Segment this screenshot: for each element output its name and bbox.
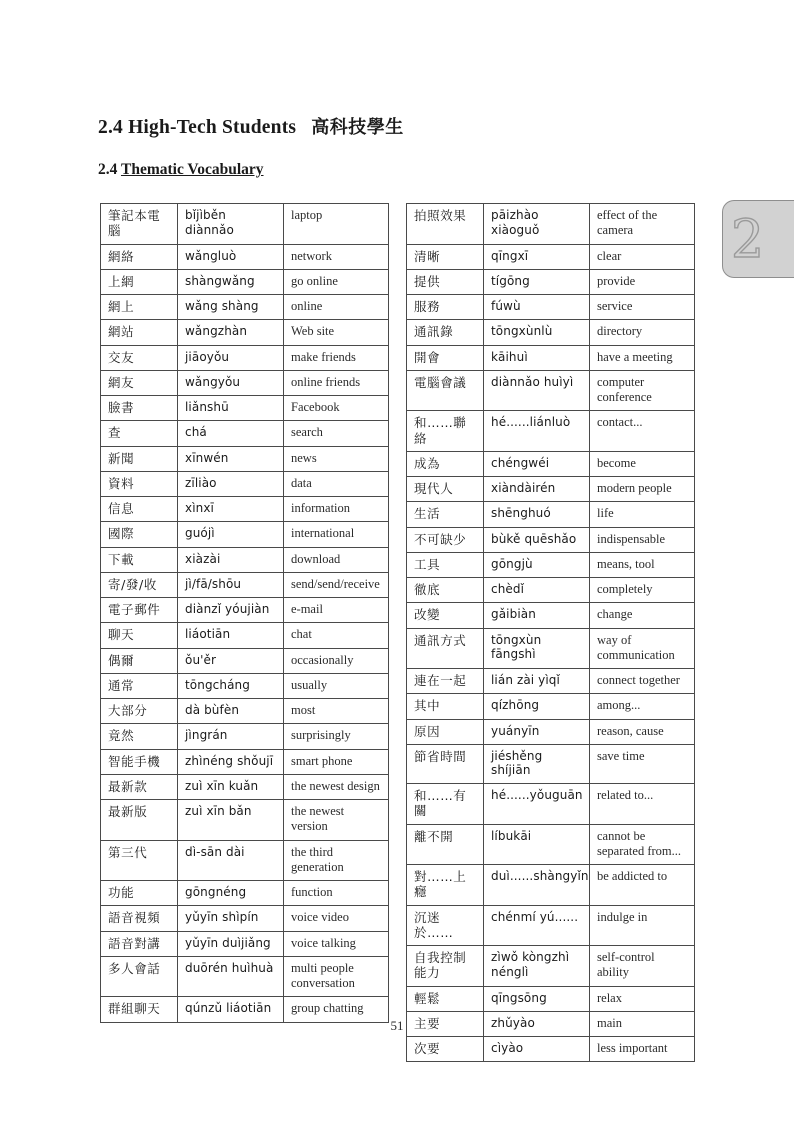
vocab-english: surprisingly <box>284 724 389 749</box>
vocab-english: cannot be separated from... <box>590 824 695 865</box>
vocab-english: international <box>284 522 389 547</box>
table-row <box>101 320 389 345</box>
vocab-hanzi: 網友 <box>101 370 178 395</box>
table-row <box>101 522 389 547</box>
vocab-hanzi: 通訊方式 <box>407 628 484 669</box>
vocab-hanzi: 清晰 <box>407 244 484 269</box>
vocab-english: completely <box>590 578 695 603</box>
vocab-english: the third generation <box>284 840 389 881</box>
vocab-hanzi: 沉迷於…… <box>407 905 484 946</box>
table-row <box>101 931 389 956</box>
vocab-pinyin: bǐjìběn diànnǎo <box>178 204 284 245</box>
table-row <box>101 446 389 471</box>
vocab-pinyin: jì/fā/shōu <box>178 572 284 597</box>
vocab-english: most <box>284 699 389 724</box>
vocab-english: the newest version <box>284 800 389 841</box>
vocab-english: occasionally <box>284 648 389 673</box>
vocab-english: connect together <box>590 669 695 694</box>
vocab-english: modern people <box>590 477 695 502</box>
vocab-pinyin: tōngxùnlù <box>484 320 590 345</box>
vocab-hanzi: 不可缺少 <box>407 527 484 552</box>
vocab-english: save time <box>590 744 695 783</box>
vocab-english: service <box>590 295 695 320</box>
vocab-pinyin: tōngcháng <box>178 673 284 698</box>
vocab-hanzi: 拍照效果 <box>407 204 484 245</box>
vocab-hanzi: 多人會話 <box>101 956 178 997</box>
section-number: 2.4 <box>98 161 118 178</box>
vocab-pinyin: ǒu'ěr <box>178 648 284 673</box>
table-row <box>101 244 389 269</box>
table-row <box>407 552 695 577</box>
table-row <box>407 603 695 628</box>
vocab-hanzi: 和……有關 <box>407 784 484 825</box>
vocab-hanzi: 聊天 <box>101 623 178 648</box>
vocab-hanzi: 連在一起 <box>407 669 484 694</box>
vocab-pinyin: chéngwéi <box>484 451 590 476</box>
vocab-hanzi: 通常 <box>101 673 178 698</box>
table-row <box>407 986 695 1011</box>
vocab-hanzi: 竟然 <box>101 724 178 749</box>
vocab-hanzi: 信息 <box>101 497 178 522</box>
vocab-pinyin: zhìnéng shǒujī <box>178 749 284 774</box>
vocab-hanzi: 開會 <box>407 345 484 370</box>
vocab-english: function <box>284 881 389 906</box>
vocab-pinyin: wǎngluò <box>178 244 284 269</box>
vocab-pinyin: zīliào <box>178 471 284 496</box>
vocab-hanzi: 智能手機 <box>101 749 178 774</box>
page-title-number: 2.4 <box>98 117 123 138</box>
table-row <box>407 669 695 694</box>
vocab-pinyin: qízhōng <box>484 694 590 719</box>
vocab-english: go online <box>284 269 389 294</box>
vocab-english: have a meeting <box>590 345 695 370</box>
vocab-hanzi: 寄/發/收 <box>101 572 178 597</box>
table-row <box>101 881 389 906</box>
vocab-english: indispensable <box>590 527 695 552</box>
vocab-pinyin: liáotiān <box>178 623 284 648</box>
vocab-pinyin: xiàndàirén <box>484 477 590 502</box>
vocab-hanzi: 筆記本電腦 <box>101 204 178 245</box>
chapter-number: 2 <box>731 210 765 270</box>
vocab-pinyin: zìwǒ kòngzhì nénglì <box>484 946 590 987</box>
vocab-pinyin: tígōng <box>484 269 590 294</box>
vocab-english: computer conference <box>590 370 695 411</box>
vocab-english: usually <box>284 673 389 698</box>
vocab-pinyin: zuì xīn kuǎn <box>178 774 284 799</box>
vocab-pinyin: qúnzǔ liáotiān <box>178 997 284 1022</box>
table-row <box>407 824 695 865</box>
vocab-english: data <box>284 471 389 496</box>
table-row <box>407 865 695 906</box>
vocab-hanzi: 主要 <box>407 1011 484 1036</box>
table-row <box>407 411 695 452</box>
vocab-hanzi: 其中 <box>407 694 484 719</box>
table-row <box>407 269 695 294</box>
vocab-english: contact... <box>590 411 695 452</box>
vocab-english: related to... <box>590 784 695 825</box>
vocab-hanzi: 節省時間 <box>407 744 484 783</box>
vocab-pinyin: jiéshěng shíjiān <box>484 744 590 783</box>
vocab-pinyin: yuányīn <box>484 719 590 744</box>
vocab-hanzi: 語音對講 <box>101 931 178 956</box>
vocab-hanzi: 通訊錄 <box>407 320 484 345</box>
vocab-pinyin: zhǔyào <box>484 1011 590 1036</box>
vocab-hanzi: 最新款 <box>101 774 178 799</box>
table-row <box>101 269 389 294</box>
vocab-english: be addicted to <box>590 865 695 906</box>
vocab-pinyin: líbukāi <box>484 824 590 865</box>
table-row <box>407 744 695 783</box>
vocab-pinyin: lián zài yìqǐ <box>484 669 590 694</box>
table-row <box>407 527 695 552</box>
chapter-tab-marker <box>722 200 794 278</box>
vocab-hanzi: 和……聯絡 <box>407 411 484 452</box>
vocab-english: clear <box>590 244 695 269</box>
vocab-english: make friends <box>284 345 389 370</box>
vocab-pinyin: xiàzài <box>178 547 284 572</box>
vocab-pinyin: yǔyīn shìpín <box>178 906 284 931</box>
vocab-english: search <box>284 421 389 446</box>
vocab-english: send/send/receive <box>284 572 389 597</box>
table-row <box>101 497 389 522</box>
vocab-pinyin: duì......shàngyǐn <box>484 865 590 906</box>
table-row <box>101 547 389 572</box>
vocab-hanzi: 偶爾 <box>101 648 178 673</box>
vocab-english: online <box>284 295 389 320</box>
vocab-pinyin: dà bùfèn <box>178 699 284 724</box>
vocab-hanzi: 下載 <box>101 547 178 572</box>
table-row <box>101 906 389 931</box>
vocab-pinyin: chèdǐ <box>484 578 590 603</box>
vocab-pinyin: gōngjù <box>484 552 590 577</box>
table-row <box>407 784 695 825</box>
vocab-pinyin: zuì xīn bǎn <box>178 800 284 841</box>
table-row <box>407 244 695 269</box>
vocab-pinyin: fúwù <box>484 295 590 320</box>
page-number: 51 <box>390 1018 404 1033</box>
vocab-pinyin: wǎngzhàn <box>178 320 284 345</box>
table-row <box>407 1037 695 1062</box>
vocab-pinyin: wǎng shàng <box>178 295 284 320</box>
vocab-hanzi: 群組聊天 <box>101 997 178 1022</box>
vocab-english: means, tool <box>590 552 695 577</box>
vocab-pinyin: jiāoyǒu <box>178 345 284 370</box>
vocab-hanzi: 查 <box>101 421 178 446</box>
table-row <box>407 694 695 719</box>
page-title-english: High-Tech Students <box>128 117 297 138</box>
vocab-english: main <box>590 1011 695 1036</box>
table-row <box>101 396 389 421</box>
vocab-pinyin: diànnǎo huìyì <box>484 370 590 411</box>
vocab-english: network <box>284 244 389 269</box>
section-label: Thematic Vocabulary <box>120 161 264 178</box>
vocab-hanzi: 提供 <box>407 269 484 294</box>
vocab-hanzi: 網站 <box>101 320 178 345</box>
vocab-pinyin: diànzǐ yóujiàn <box>178 598 284 623</box>
vocab-hanzi: 現代人 <box>407 477 484 502</box>
table-row <box>101 471 389 496</box>
table-row <box>101 724 389 749</box>
vocab-english: relax <box>590 986 695 1011</box>
vocab-hanzi: 原因 <box>407 719 484 744</box>
vocab-english: laptop <box>284 204 389 245</box>
vocab-english: Web site <box>284 320 389 345</box>
vocab-pinyin: tōngxùn fāngshì <box>484 628 590 669</box>
vocab-pinyin: bùkě quēshǎo <box>484 527 590 552</box>
vocab-pinyin: chénmí yú...... <box>484 905 590 946</box>
vocab-hanzi: 語音視頻 <box>101 906 178 931</box>
page-title <box>98 113 404 139</box>
table-row <box>407 204 695 245</box>
vocab-english: become <box>590 451 695 476</box>
table-row <box>407 628 695 669</box>
table-row <box>101 295 389 320</box>
vocab-pinyin: xìnxī <box>178 497 284 522</box>
vocab-hanzi: 改變 <box>407 603 484 628</box>
vocab-pinyin: qīngxī <box>484 244 590 269</box>
table-row <box>101 204 389 245</box>
vocab-english: reason, cause <box>590 719 695 744</box>
vocab-english: indulge in <box>590 905 695 946</box>
vocab-pinyin: guójì <box>178 522 284 547</box>
vocab-pinyin: liǎnshū <box>178 396 284 421</box>
vocab-hanzi: 輕鬆 <box>407 986 484 1011</box>
vocab-english: provide <box>590 269 695 294</box>
table-row <box>101 648 389 673</box>
vocabulary-table-left <box>100 203 389 1023</box>
vocab-hanzi: 對……上癮 <box>407 865 484 906</box>
page-title-chinese: 高科技學生 <box>311 117 404 138</box>
vocab-english: smart phone <box>284 749 389 774</box>
table-row <box>101 598 389 623</box>
vocab-english: multi people conversation <box>284 956 389 997</box>
vocab-hanzi: 網絡 <box>101 244 178 269</box>
vocab-english: download <box>284 547 389 572</box>
vocab-hanzi: 上網 <box>101 269 178 294</box>
vocab-pinyin: shàngwǎng <box>178 269 284 294</box>
table-row <box>407 451 695 476</box>
table-row <box>101 421 389 446</box>
vocab-pinyin: gǎibiàn <box>484 603 590 628</box>
vocab-english: online friends <box>284 370 389 395</box>
table-row <box>101 774 389 799</box>
vocab-pinyin: dì-sān dài <box>178 840 284 881</box>
vocab-english: less important <box>590 1037 695 1062</box>
vocab-hanzi: 功能 <box>101 881 178 906</box>
table-row <box>407 345 695 370</box>
vocab-english: self-control ability <box>590 946 695 987</box>
table-row <box>101 800 389 841</box>
table-row <box>407 502 695 527</box>
vocab-pinyin: kāihuì <box>484 345 590 370</box>
table-row <box>101 699 389 724</box>
table-row <box>101 572 389 597</box>
vocab-pinyin: duōrén huìhuà <box>178 956 284 997</box>
vocabulary-table-right-body <box>407 204 695 1062</box>
table-row <box>101 840 389 881</box>
vocab-english: group chatting <box>284 997 389 1022</box>
table-row <box>407 719 695 744</box>
vocab-hanzi: 網上 <box>101 295 178 320</box>
vocab-hanzi: 成為 <box>407 451 484 476</box>
vocab-english: life <box>590 502 695 527</box>
vocab-pinyin: hé......yǒuguān <box>484 784 590 825</box>
vocab-pinyin: chá <box>178 421 284 446</box>
vocab-english: e-mail <box>284 598 389 623</box>
vocab-hanzi: 離不開 <box>407 824 484 865</box>
vocab-hanzi: 徹底 <box>407 578 484 603</box>
vocab-hanzi: 服務 <box>407 295 484 320</box>
vocab-pinyin: qīngsōng <box>484 986 590 1011</box>
table-row <box>407 295 695 320</box>
vocab-pinyin: shēnghuó <box>484 502 590 527</box>
table-row <box>407 578 695 603</box>
vocab-english: chat <box>284 623 389 648</box>
vocab-hanzi: 臉書 <box>101 396 178 421</box>
vocabulary-table-right <box>406 203 695 1062</box>
vocab-english: news <box>284 446 389 471</box>
vocab-english: voice talking <box>284 931 389 956</box>
vocab-english: Facebook <box>284 396 389 421</box>
vocab-hanzi: 新聞 <box>101 446 178 471</box>
vocab-pinyin: jìngrán <box>178 724 284 749</box>
vocab-hanzi: 次要 <box>407 1037 484 1062</box>
table-row <box>407 946 695 987</box>
table-row <box>101 956 389 997</box>
vocab-english: change <box>590 603 695 628</box>
vocab-pinyin: xīnwén <box>178 446 284 471</box>
vocab-english: among... <box>590 694 695 719</box>
vocab-hanzi: 電子郵件 <box>101 598 178 623</box>
vocab-english: voice video <box>284 906 389 931</box>
vocab-pinyin: wǎngyǒu <box>178 370 284 395</box>
vocab-pinyin: yǔyīn duìjiǎng <box>178 931 284 956</box>
vocab-pinyin: cìyào <box>484 1037 590 1062</box>
vocab-english: effect of the camera <box>590 204 695 245</box>
vocab-hanzi: 電腦會議 <box>407 370 484 411</box>
vocab-hanzi: 交友 <box>101 345 178 370</box>
vocab-english: directory <box>590 320 695 345</box>
table-row <box>407 320 695 345</box>
table-row <box>101 749 389 774</box>
table-row <box>101 345 389 370</box>
vocab-hanzi: 工具 <box>407 552 484 577</box>
vocab-english: way of communication <box>590 628 695 669</box>
vocab-hanzi: 資料 <box>101 471 178 496</box>
vocabulary-table-left-body <box>101 204 389 1023</box>
vocab-hanzi: 國際 <box>101 522 178 547</box>
section-heading <box>98 161 264 179</box>
table-row <box>101 370 389 395</box>
table-row <box>101 623 389 648</box>
vocab-hanzi: 大部分 <box>101 699 178 724</box>
vocab-hanzi: 自我控制能力 <box>407 946 484 987</box>
vocab-english: information <box>284 497 389 522</box>
table-row <box>407 370 695 411</box>
vocab-pinyin: hé......liánluò <box>484 411 590 452</box>
table-row <box>101 673 389 698</box>
vocab-hanzi: 第三代 <box>101 840 178 881</box>
vocab-pinyin: pāizhào xiàoguǒ <box>484 204 590 245</box>
vocab-english: the newest design <box>284 774 389 799</box>
vocab-hanzi: 生活 <box>407 502 484 527</box>
table-row <box>407 905 695 946</box>
vocab-pinyin: gōngnéng <box>178 881 284 906</box>
vocab-hanzi: 最新版 <box>101 800 178 841</box>
table-row <box>407 477 695 502</box>
